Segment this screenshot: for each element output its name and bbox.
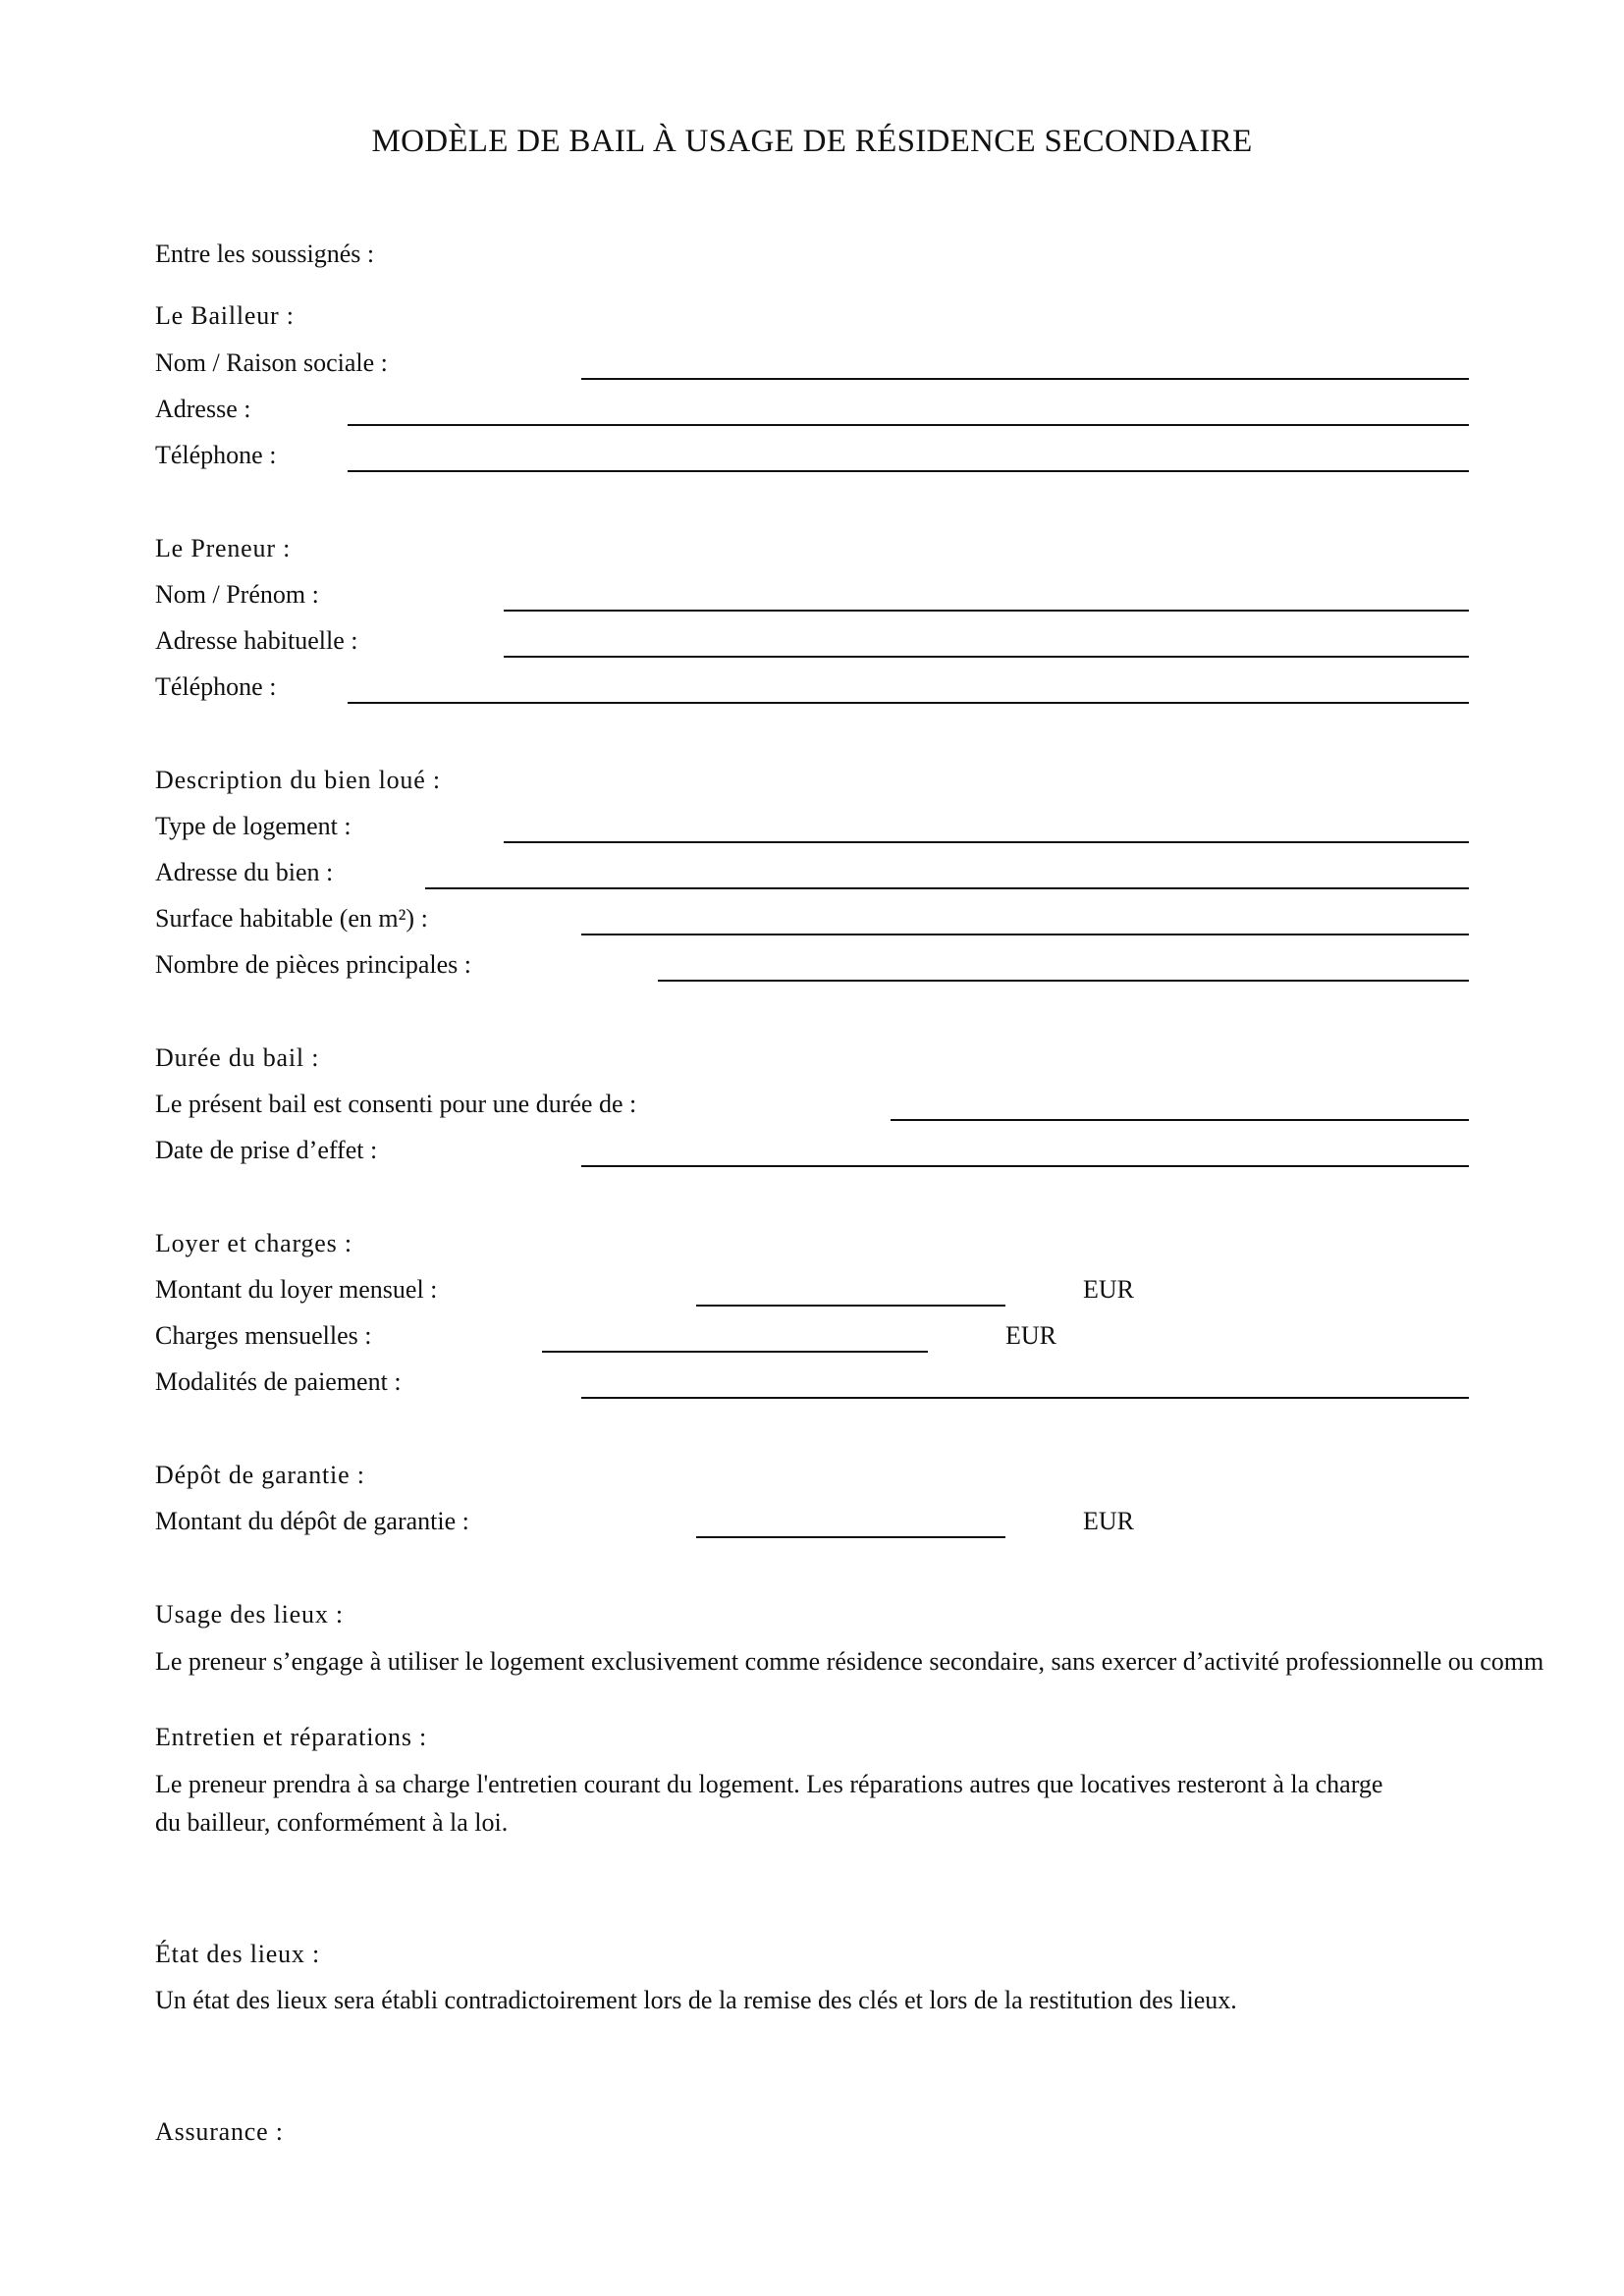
bailleur-phone-field[interactable] [348,470,1469,472]
bien-surface-label: Surface habitable (en m²) : [155,904,428,933]
loyer-heading: Loyer et charges : [155,1229,352,1257]
bien-rooms-field[interactable] [658,980,1469,982]
entretien-heading: Entretien et réparations : [155,1723,428,1751]
bailleur-address-label: Adresse : [155,395,251,423]
preneur-address-field[interactable] [504,656,1469,658]
etat-text: Un état des lieux sera établi contradictoirement lors de la remise des clés et lors de la restitution des lieux. [155,1986,1237,2014]
loyer-charges-label: Charges mensuelles : [155,1321,372,1350]
duree-start-field[interactable] [581,1165,1469,1167]
bien-address-field[interactable] [425,887,1469,889]
bailleur-name-label: Nom / Raison sociale : [155,348,388,377]
preneur-address-label: Adresse habituelle : [155,626,358,655]
bien-address-label: Adresse du bien : [155,858,334,886]
duree-duration-field[interactable] [891,1119,1469,1121]
loyer-rent-field[interactable] [696,1305,1005,1307]
duree-duration-label: Le présent bail est consenti pour une durée de : [155,1090,637,1118]
duree-start-label: Date de prise d’effet : [155,1136,378,1164]
loyer-rent-unit: EUR [1083,1275,1134,1304]
entretien-text-line-2: du bailleur, conformément à la loi. [155,1808,509,1837]
depot-amount-unit: EUR [1083,1507,1134,1535]
duree-heading: Durée du bail : [155,1043,320,1072]
usage-heading: Usage des lieux : [155,1600,344,1629]
bailleur-heading: Le Bailleur : [155,301,295,330]
preneur-phone-field[interactable] [348,702,1469,704]
loyer-payment-field[interactable] [581,1397,1469,1399]
bien-rooms-label: Nombre de pièces principales : [155,950,471,979]
depot-amount-field[interactable] [696,1536,1005,1538]
bien-surface-field[interactable] [581,934,1469,935]
bailleur-name-field[interactable] [581,378,1469,380]
loyer-charges-field[interactable] [542,1351,928,1353]
usage-text: Le preneur s’engage à utiliser le logement exclusivement comme résidence secondaire, sans exercer d’activité professionnelle ou comm [155,1647,1544,1676]
intro-text: Entre les soussignés : [155,240,375,268]
bailleur-phone-label: Téléphone : [155,441,277,469]
loyer-rent-label: Montant du loyer mensuel : [155,1275,438,1304]
loyer-charges-unit: EUR [1005,1321,1056,1350]
bien-type-label: Type de logement : [155,812,352,840]
preneur-heading: Le Preneur : [155,534,292,562]
preneur-phone-label: Téléphone : [155,672,277,701]
preneur-name-field[interactable] [504,610,1469,612]
depot-heading: Dépôt de garantie : [155,1461,365,1489]
bailleur-address-field[interactable] [348,424,1469,426]
loyer-payment-label: Modalités de paiement : [155,1367,402,1396]
depot-amount-label: Montant du dépôt de garantie : [155,1507,469,1535]
bien-type-field[interactable] [504,841,1469,843]
document-title: MODÈLE DE BAIL À USAGE DE RÉSIDENCE SECONDAIRE [371,124,1253,159]
assurance-heading: Assurance : [155,2117,284,2146]
etat-heading: État des lieux : [155,1940,321,1968]
bien-heading: Description du bien loué : [155,766,441,794]
preneur-name-label: Nom / Prénom : [155,580,319,609]
entretien-text-line-1: Le preneur prendra à sa charge l'entretien courant du logement. Les réparations autres que locatives resteront à la charge [155,1770,1383,1798]
